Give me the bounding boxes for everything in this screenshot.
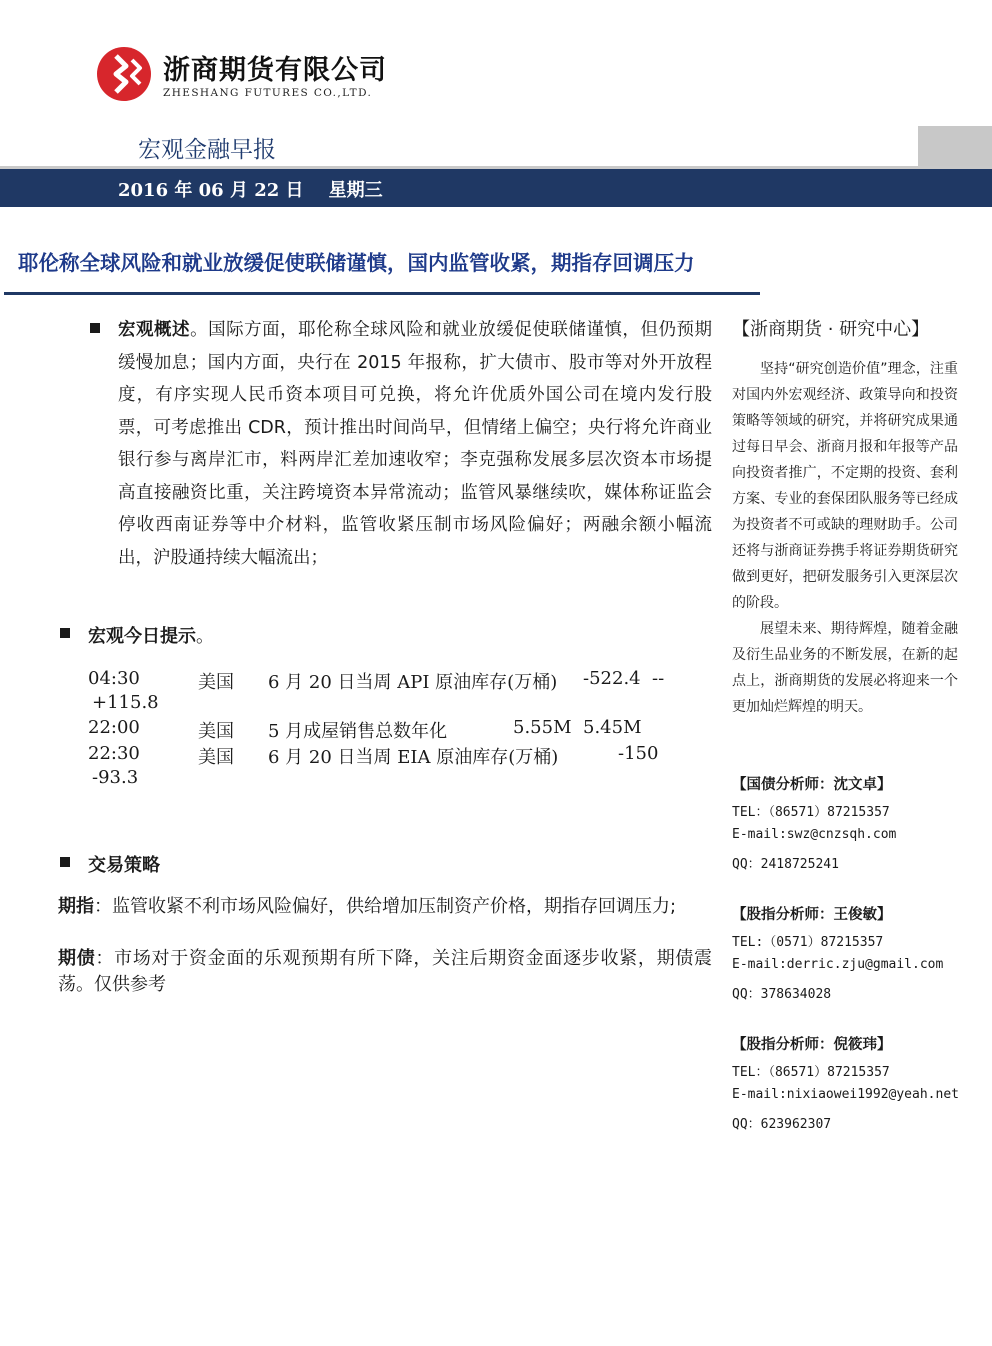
event-value: -- [652, 668, 665, 689]
company-name-en: ZHESHANG FUTURES CO.,LTD. [163, 87, 373, 99]
event-country: 美国 [198, 672, 234, 693]
event-value: -150 [618, 743, 659, 764]
event-value: -522.4 [583, 668, 641, 689]
event-country: 美国 [198, 721, 234, 742]
analyst-tel: TEL:（0571）87215357 [732, 935, 884, 950]
event-item: 6 月 20 日当周 API 原油库存(万桶) [268, 672, 558, 693]
analyst-name: 【国债分析师：沈文卓】 [732, 777, 892, 793]
headline-divider [4, 292, 760, 295]
event-time: 22:00 [88, 717, 140, 738]
event-item: 6 月 20 日当周 EIA 原油库存(万桶) [268, 747, 559, 768]
event-time: 22:30 [88, 743, 140, 764]
analyst-tel: TEL：（86571）87215357 [732, 1065, 890, 1080]
report-date: 2016 年 06 月 22 日 星期三 [118, 180, 383, 201]
strategy-item-index-futures: 期指：监管收紧不利市场风险偏好，供给增加压制资产价格，期指存回调压力; [58, 896, 677, 917]
bullet-icon [60, 857, 70, 867]
company-logo [96, 46, 152, 102]
analyst-qq: QQ：623962307 [732, 1117, 832, 1132]
event-value: 5.55M [513, 717, 572, 738]
intro-paragraph: 展望未来、期待辉煌，随着金融及衍生品业务的不断发展，在新的起点上，浙商期货的发展必将迎来一个更加灿烂辉煌的明天。 [732, 621, 958, 715]
header-accent-box [918, 126, 992, 166]
research-center-intro [732, 356, 958, 720]
report-type: 宏观金融早报 [138, 137, 276, 163]
headline: 耶伦称全球风险和就业放缓促使联储谨慎，国内监管收紧，期指存回调压力 [18, 251, 695, 275]
strategy-item-bond-futures: 期债：市场对于资金面的乐观预期有所下降，关注后期资金面逐步收紧，期债震荡。仅供参考 [58, 948, 713, 995]
analyst-tel: TEL：（86571）87215357 [732, 805, 890, 820]
analyst-qq: QQ：378634028 [732, 987, 832, 1002]
macro-overview [118, 314, 712, 574]
analyst-email[interactable]: E-mail:derric.zju@gmail.com [732, 957, 944, 972]
event-value: +115.8 [92, 692, 159, 713]
today-section-title: 宏观今日提示。 [88, 626, 214, 647]
event-item: 5 月成屋销售总数年化 [268, 721, 448, 742]
strategy-section-title: 交易策略 [88, 855, 160, 876]
company-name-cn: 浙商期货有限公司 [163, 55, 387, 86]
bullet-icon [90, 323, 100, 333]
analyst-name: 【股指分析师：王俊敏】 [732, 907, 892, 923]
analyst-name: 【股指分析师：倪筱玮】 [732, 1037, 892, 1053]
research-center-title: 【浙商期货 · 研究中心】 [732, 319, 930, 340]
bullet-icon [60, 628, 70, 638]
event-time: 04:30 [88, 668, 140, 689]
analyst-qq: QQ：2418725241 [732, 857, 839, 872]
overview-lead: 宏观概述 [118, 320, 191, 340]
event-value: -93.3 [92, 767, 139, 788]
analyst-email[interactable]: E-mail:nixiaowei1992@yeah.net [732, 1087, 959, 1102]
event-country: 美国 [198, 747, 234, 768]
event-value: 5.45M [583, 717, 642, 738]
analyst-email[interactable]: E-mail:swz@cnzsqh.com [732, 827, 897, 842]
overview-text: 。国际方面，耶伦称全球风险和就业放缓促使联储谨慎，但仍预期缓慢加息；国内方面，央行在 2015 年报称，扩大债市、股市等对外开放程度，有序实现人民币资本项目可兑换，将允许优质外国公司在境内发行股票，可考虑推出 CDR，预计推出时间尚早，但情绪上偏空；央行将允许商业银行参与离岸汇市，料两岸汇差加速收窄；李克强称发展多层次资本市场提高直接融资比重，关注跨境资本异常流动；监管风暴继续吹，媒体称证监会停收西南证券等中介材料，监管收紧压制市场风险偏好；两融余额小幅流出，沪股通持续大幅流出； [118, 320, 712, 568]
intro-paragraph: 坚持“研究创造价值”理念，注重对国内外宏观经济、政策导向和投资策略等领域的研究，并将研究成果通过每日早会、浙商月报和年报等产品向投资者推广，不定期的投资、套利方案、专业的套保团队服务等已经成为投资者不可或缺的理财助手。公司还将与浙商证券携手将证券期货研究做到更好，把研发服务引入更深层次的阶段。 [732, 361, 958, 611]
